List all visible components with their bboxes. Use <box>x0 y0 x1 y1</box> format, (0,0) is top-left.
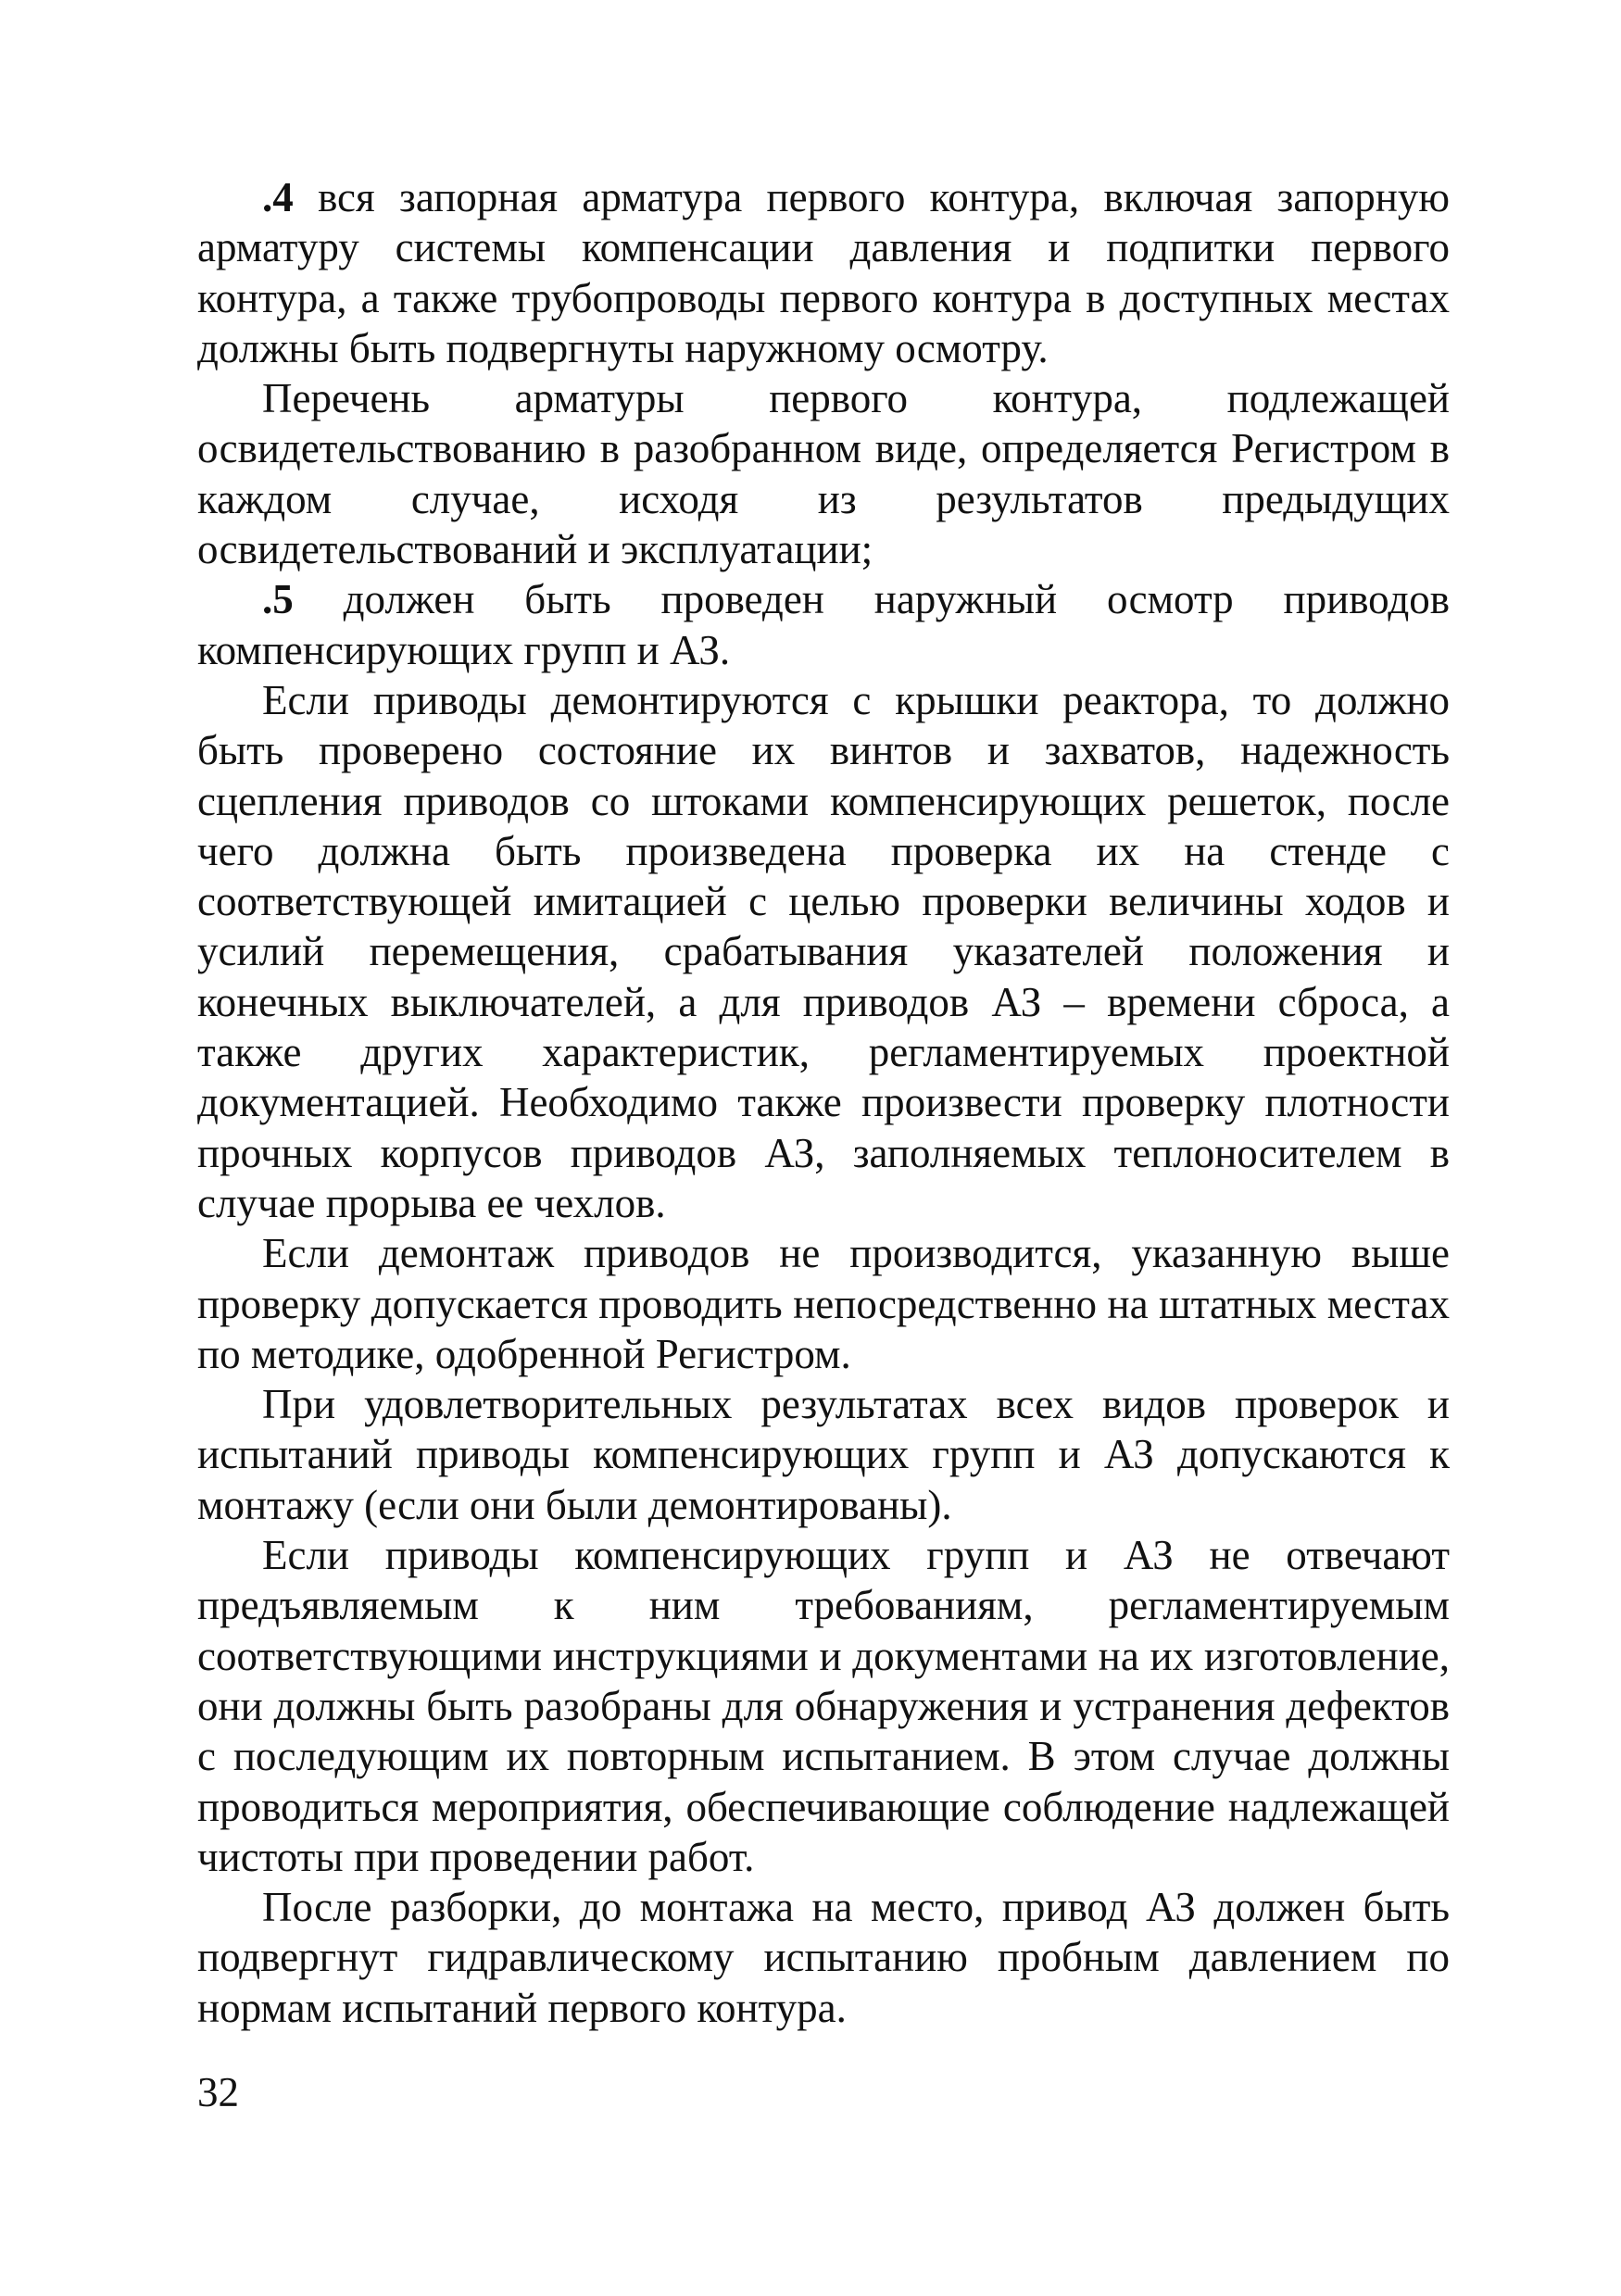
paragraph-item-5 <box>197 574 1450 675</box>
body-text <box>197 172 1450 2033</box>
paragraph-text: вся запорная арматура первого контура, включая запорную арматуру системы компенсации давления и подпитки первого контура, а также трубопроводы первого контура в доступных местах должны быть подвергнуты наружному осмотру. <box>197 174 1450 371</box>
paragraph-satisfactory-results <box>197 1379 1450 1530</box>
item-number: .5 <box>262 576 294 623</box>
paragraph-valve-list <box>197 373 1450 574</box>
paragraph-text: Перечень арматуры первого контура, подлежащей освидетельствованию в разобранном виде, определяется Регистром в каждом случае, исходя из результатов предыдущих освидетельствований и эксплуатации; <box>197 375 1450 573</box>
page-number: 32 <box>197 2069 239 2115</box>
paragraph-text: После разборки, до монтажа на место, привод АЗ должен быть подвергнут гидравлическому испытанию пробным давлением по нормам испытаний первого контура. <box>197 1884 1450 2031</box>
paragraph-text: При удовлетворительных результатах всех видов проверок и испытаний приводы компенсирующих групп и АЗ допускаются к монтажу (если они были демонтированы). <box>197 1381 1450 1528</box>
paragraph-non-compliance <box>197 1530 1450 1882</box>
paragraph-hydraulic-test <box>197 1882 1450 2033</box>
paragraph-item-4 <box>197 172 1450 373</box>
paragraph-text: Если приводы компенсирующих групп и АЗ не отвечают предъявляемым к ним требованиям, регламентируемым соответствующими инструкциями и документами на их изготовление, они должны быть разобраны для обнаружения и устранения дефектов с последующим их повторным испытанием. В этом случае должны проводиться мероприятия, обеспечивающие соблюдение надлежащей чистоты при проведении работ. <box>197 1532 1450 1880</box>
paragraph-no-dismantling <box>197 1228 1450 1379</box>
paragraph-drive-dismantling <box>197 675 1450 1228</box>
paragraph-text: должен быть проведен наружный осмотр приводов компенсирующих групп и АЗ. <box>197 576 1450 673</box>
paragraph-text: Если демонтаж приводов не производится, указанную выше проверку допускается проводить непосредственно на штатных местах по методике, одобренной Регистром. <box>197 1230 1450 1377</box>
paragraph-text: Если приводы демонтируются с крышки реактора, то должно быть проверено состояние их винтов и захватов, надежность сцепления приводов со штоками компенсирующих решеток, после чего должна быть произведена проверка их на стенде с соответствующей имитацией с целью проверки величины ходов и усилий перемещения, срабатывания указателей положения и конечных выключателей, а для приводов АЗ – времени сброса, а также других характеристик, регламентируемых проектной документацией. Необходимо также произвести проверку плотности прочных корпусов приводов АЗ, заполняемых теплоносителем в случае прорыва ее чехлов. <box>197 676 1450 1226</box>
item-number: .4 <box>262 174 294 220</box>
